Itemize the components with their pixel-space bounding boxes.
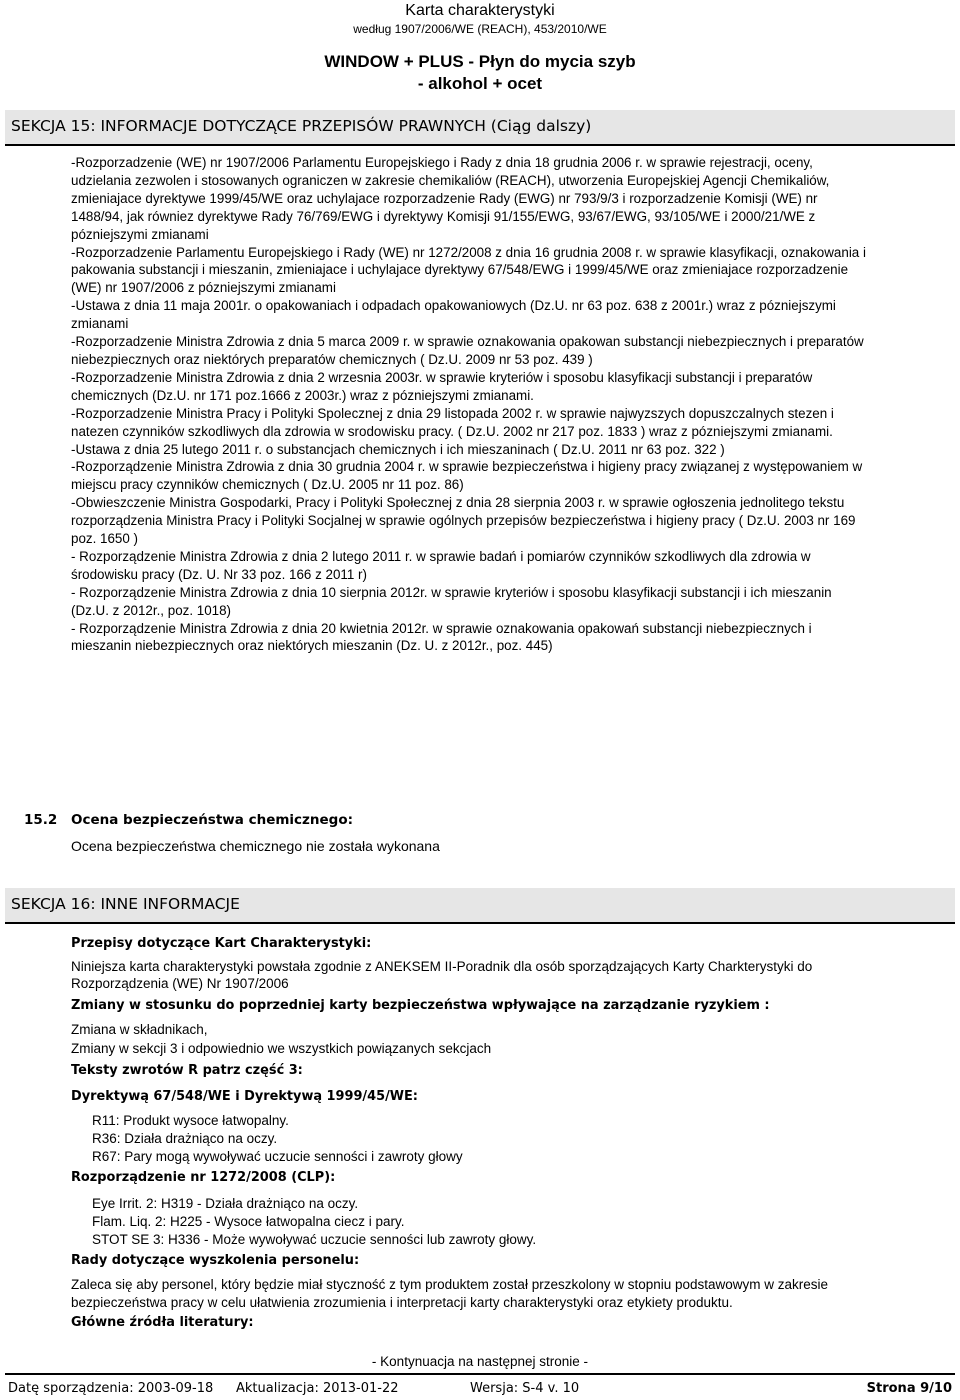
regulation-line: (WE) nr 1907/2006 z pózniejszymi zmianami: [71, 280, 336, 296]
regulation-line: (Dz.U. z 2012r., poz. 1018): [71, 602, 232, 618]
regulation-line: - Rozporządzenie Ministra Zdrowia z dnia 20 kwietnia 2012r. w sprawie oznakowania opakowań substancji niebezpiecznych i: [71, 620, 812, 636]
paragraph-line: Zaleca się aby personel, który będzie miał styczność z tym produktem został przeszkolony w stopniu podstawowym w zakresie: [71, 1277, 829, 1292]
subsection-number: 15.2: [24, 812, 58, 828]
heading-zmiany: Zmiany w stosunku do poprzedniej karty bezpieczeństwa wpływające na zarządzanie ryzykiem :: [71, 998, 770, 1013]
footer-divider: [5, 1373, 955, 1375]
regulation-line: -Rozporzadzenie Ministra Zdrowia z dnia 2 wrzesnia 2003r. w sprawie kryteriów i sposobu klasyfikacji substancji i preparatów: [71, 369, 813, 385]
footer-prepared-date: Datę sporządzenia: 2003-09-18: [8, 1381, 214, 1396]
section-15-header: [5, 110, 955, 146]
section-15-title: SEKCJA 15: INFORMACJE DOTYCZĄCE PRZEPISÓW PRAWNYCH (Ciąg dalszy): [11, 117, 592, 135]
regulation-line: -Rozporzadzenie Ministra Zdrowia z dnia 5 marca 2009 r. w sprawie oznakowania opakowan substancji niebezpiecznych i preparatów: [71, 334, 864, 350]
regulation-line: -Rozporzadzenie Parlamentu Europejskiego i Rady (WE) nr 1272/2008 z dnia 16 grudnia 2008 r. w sprawie klasyfikacji, oznakowania i: [71, 244, 866, 260]
heading-zrodla: Główne źródła literatury:: [71, 1315, 254, 1330]
product-name: [0, 51, 960, 95]
continued-notice: - Kontynuacja na następnej stronie -: [371, 1354, 589, 1369]
regulation-line: niebezpiecznych oraz niektórych preparatów chemicznych ( Dz.U. 2009 nr 53 poz. 439 ): [71, 351, 593, 367]
regulation-line: rozporządzenia Ministra Pracy i Polityki Socjalnej w sprawie ogólnych przepisów bezpieczeństwa i higieny pracy ( Dz.U. 2003 nr 169: [71, 513, 856, 529]
regulation-line: - Rozporządzenie Ministra Zdrowia z dnia 10 sierpnia 2012r. w sprawie kryteriów i sposobu klasyfikacji substancji i ich mieszanin: [71, 584, 832, 600]
regulation-line: poz. 1650 ): [71, 531, 138, 547]
heading-przepisy: Przepisy dotyczące Kart Charakterystyki:: [71, 936, 372, 951]
h-phrase: Flam. Liq. 2: H225 - Wysoce łatwopalna ciecz i pary.: [92, 1214, 405, 1229]
regulation-line: -Rozporządzenie Ministra Zdrowia z dnia 30 grudnia 2004 r. w sprawie bezpieczeństwa i higieny pracy związanej z występowaniem w: [71, 459, 863, 475]
r-phrase: R67: Pary mogą wywoływać uczucie senności i zawroty głowy: [92, 1149, 463, 1164]
regulation-line: - Rozporządzenie Ministra Zdrowia z dnia 2 lutego 2011 r. w sprawie badań i pomiarów czynników szkodliwych dla zdrowia w: [71, 548, 811, 564]
paragraph-line: bezpieczeństwa pracy w celu ułatwienia zrozumienia i interpretacji karty charakterystyki oraz etykiety produktu.: [71, 1295, 733, 1310]
regulation-line: mieszanin niebezpiecznych oraz niektórych mieszanin (Dz. U. z 2012r., poz. 445): [71, 638, 553, 654]
paragraph-line: Zmiany w sekcji 3 i odpowiednio we wszystkich powiązanych sekcjach: [71, 1041, 492, 1056]
footer-updated-date: Aktualizacja: 2013-01-22: [236, 1381, 399, 1396]
regulation-line: -Rozporzadzenie Ministra Pracy i Polityki Spolecznej z dnia 29 listopada 2002 r. w sprawie najwyzszych dopuszczalnych stezen i: [71, 405, 834, 421]
product-name-line-2: - alkohol + ocet: [417, 74, 543, 93]
regulation-line: chemicznych (Dz.U. nr 171 poz.1666 z 2003r.) wraz z pózniejszymi zmianami.: [71, 387, 534, 403]
regulation-line: -Ustawa z dnia 11 maja 2001r. o opakowaniach i odpadach opakowaniowych (Dz.U. nr 63 poz. 638 z 2001r.) wraz z pózniejszymi: [71, 298, 836, 314]
regulation-line: zmianami: [71, 316, 129, 332]
regulation-reference: według 1907/2006/WE (REACH), 453/2010/WE: [353, 22, 607, 36]
paragraph-line: Rozporządzenia (WE) Nr 1907/2006: [71, 976, 289, 991]
footer-page-number: Strona 9/10: [866, 1381, 952, 1396]
regulation-line: 1488/94, jak równiez dyrektywe Rady 76/769/EWG i dyrektywy Komisji 91/155/EWG, 93/67/EWG, 93/105/WE i 2000/21/WE z: [71, 208, 816, 224]
regulations-list: [71, 154, 951, 655]
footer-version: Wersja: S-4 v. 10: [470, 1381, 580, 1396]
regulation-line: -Obwieszczenie Ministra Gospodarki, Pracy i Polityki Społecznej z dnia 28 sierpnia 2003 r. w sprawie ogłoszenia jednolitego tekstu: [71, 495, 845, 511]
heading-teksty: Teksty zwrotów R patrz część 3:: [71, 1063, 303, 1078]
r-phrase: R11: Produkt wysoce łatwopalny.: [92, 1113, 289, 1128]
section-16-header: [5, 888, 955, 924]
regulation-line: pakowania substancji i mieszanin, zmieniajace i uchylajace dyrektywy 67/548/EWG i 1999/45/WE oraz zmieniajace rozporzadzenie: [71, 262, 849, 278]
h-phrase: STOT SE 3: H336 - Może wywoływać uczucie senności lub zawroty głowy.: [92, 1232, 537, 1247]
section-16-body: [71, 936, 951, 1335]
heading-szkolenie: Rady dotyczące wyszkolenia personelu:: [71, 1253, 360, 1268]
subsection-title: Ocena bezpieczeństwa chemicznego:: [71, 812, 354, 828]
heading-clp: Rozporządzenie nr 1272/2008 (CLP):: [71, 1170, 336, 1185]
regulation-line: -Ustawa z dnia 25 lutego 2011 r. o substancjach chemicznych i ich mieszaninach ( Dz.U. 2011 nr 63 poz. 322 ): [71, 441, 725, 457]
regulation-line: -Rozporzadzenie (WE) nr 1907/2006 Parlamentu Europejskiego i Rady z dnia 18 grudnia 2006 r. w sprawie rejestracji, oceny,: [71, 155, 813, 170]
regulation-line: środowisku pracy (Dz. U. Nr 33 poz. 166 z 2011 r): [71, 566, 367, 582]
r-phrase: R36: Działa drażniąco na oczy.: [92, 1131, 278, 1146]
regulation-line: zmieniajace dyrektywe 1999/45/WE oraz uchylajace rozporzadzenie Rady (EWG) nr 793/9/3 i rozporzadzenie Komisji (WE) nr: [71, 190, 818, 206]
regulation-line: udzielania zezwolen i stosowanych ograniczen w zakresie chemikaliów (REACH), utworzenia Europejskiej Agencji Chemikaliów,: [71, 172, 830, 188]
section-16-title: SEKCJA 16: INNE INFORMACJE: [11, 895, 240, 913]
document-type-title: Karta charakterystyki: [405, 2, 555, 19]
h-phrase: Eye Irrit. 2: H319 - Działa drażniąco na oczy.: [92, 1196, 359, 1211]
regulation-line: natezen czynników szkodliwych dla zdrowia w srodowisku pracy. ( Dz.U. 2002 nr 217 poz. 1833 ) wraz z pózniejszymi zmianami.: [71, 423, 833, 439]
subsection-text: Ocena bezpieczeństwa chemicznego nie została wykonana: [71, 838, 440, 854]
regulation-line: pózniejszymi zmianami: [71, 226, 209, 242]
heading-dyrektywa: Dyrektywą 67/548/WE i Dyrektywą 1999/45/WE:: [71, 1089, 418, 1104]
regulation-line: miejscu pracy czynników chemicznych ( Dz.U. 2005 nr 11 poz. 86): [71, 477, 464, 493]
paragraph-line: Niniejsza karta charakterystyki powstała zgodnie z ANEKSEM II-Poradnik dla osób sporządzających Karty Charkterystyki do: [71, 959, 813, 974]
product-name-line-1: WINDOW + PLUS - Płyn do mycia szyb: [324, 52, 636, 71]
paragraph-line: Zmiana w składnikach,: [71, 1022, 208, 1037]
